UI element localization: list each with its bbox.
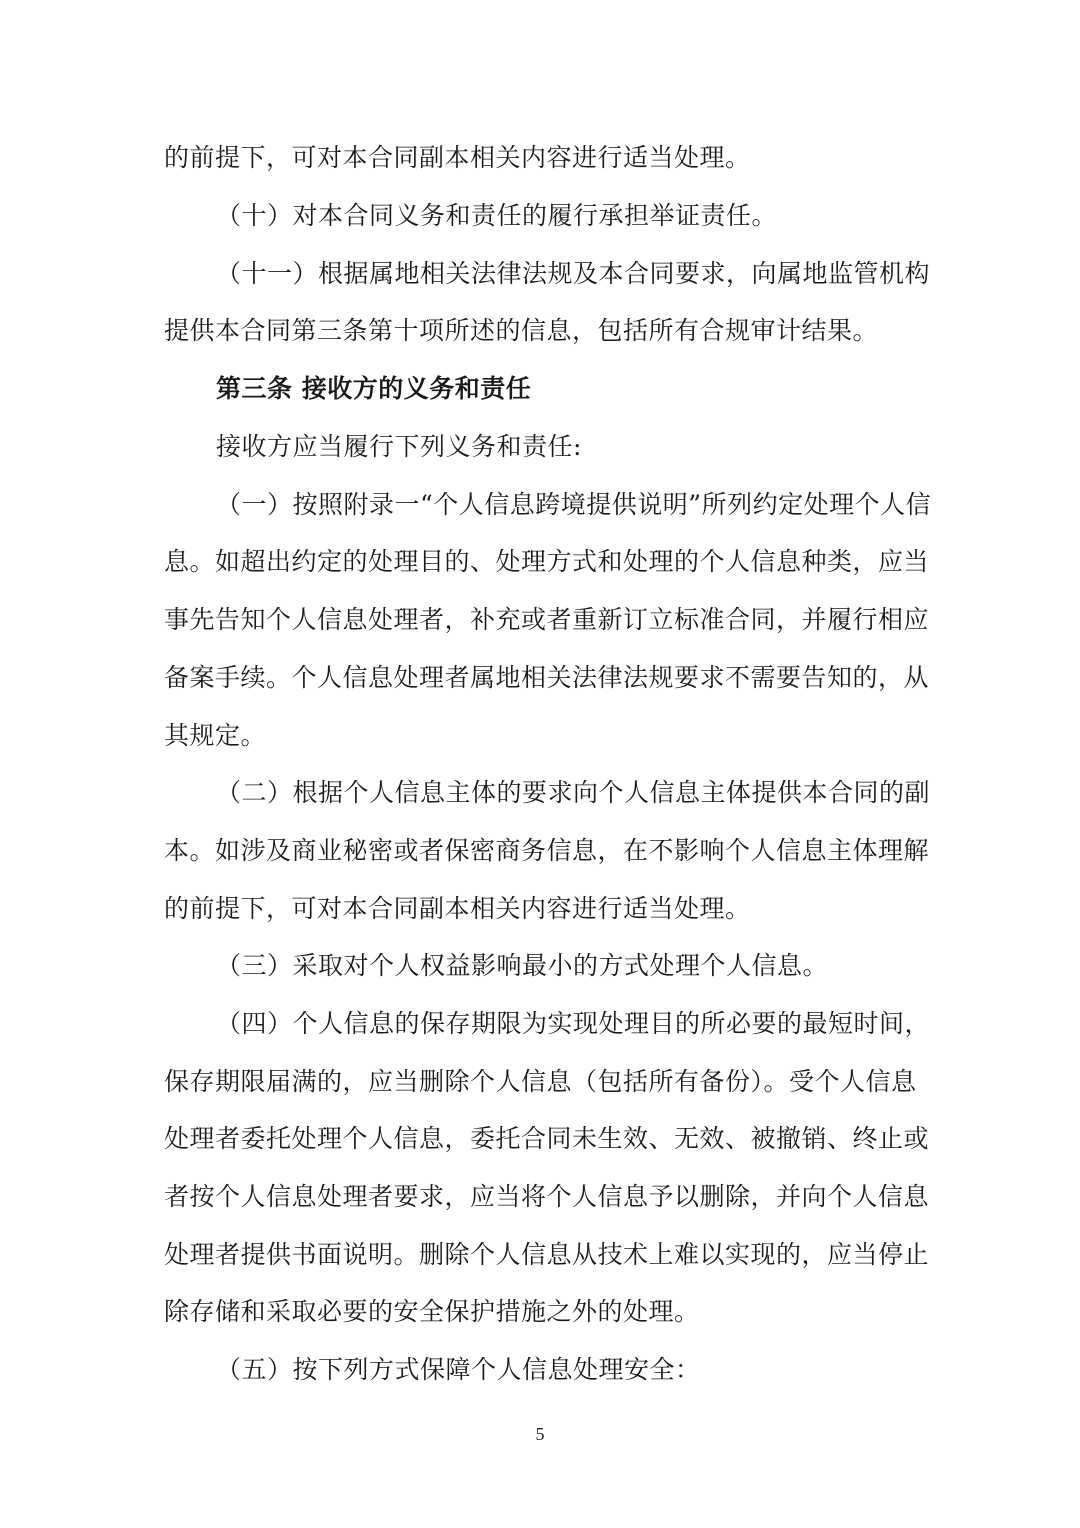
text-line: 的前提下，可对本合同副本相关内容进行适当处理。 <box>164 894 751 923</box>
text-line: （二）根据个人信息主体的要求向个人信息主体提供本合同的副 <box>216 778 931 807</box>
text-line: 者按个人信息处理者要求，应当将个人信息予以删除，并向个人信息 <box>164 1182 930 1211</box>
text-line: 提供本合同第三条第十项所述的信息，包括所有合规审计结果。 <box>164 316 879 345</box>
page-number: 5 <box>535 1424 545 1444</box>
text-line: 的前提下，可对本合同副本相关内容进行适当处理。 <box>164 143 751 172</box>
text-line: （十一）根据属地相关法律法规及本合同要求，向属地监管机构 <box>216 259 931 288</box>
text-line: 息。如超出约定的处理目的、处理方式和处理的个人信息种类，应当 <box>164 547 930 576</box>
text-line: 事先告知个人信息处理者，补充或者重新订立标准合同，并履行相应 <box>164 605 930 634</box>
text-line: 保存期限届满的，应当删除个人信息（包括所有备份）。受个人信息 <box>164 1067 917 1096</box>
section-heading: 第三条 接收方的义务和责任 <box>216 374 532 403</box>
text-line: （一）按照附录一“个人信息跨境提供说明”所列约定处理个人信 <box>216 490 932 519</box>
text-line: （十）对本合同义务和责任的履行承担举证责任。 <box>216 201 778 230</box>
text-line: （五）按下列方式保障个人信息处理安全： <box>216 1355 701 1384</box>
text-line: 接收方应当履行下列义务和责任: <box>216 432 582 461</box>
text-line: （四）个人信息的保存期限为实现处理目的所必要的最短时间， <box>216 1009 931 1038</box>
text-line: （三）采取对个人权益影响最小的方式处理个人信息。 <box>216 951 829 980</box>
text-line: 备案手续。个人信息处理者属地相关法律法规要求不需要告知的，从 <box>164 663 930 692</box>
text-line: 本。如涉及商业秘密或者保密商务信息，在不影响个人信息主体理解 <box>164 836 930 865</box>
text-line: 处理者提供书面说明。删除个人信息从技术上难以实现的，应当停止 <box>164 1240 930 1269</box>
text-line: 除存储和采取必要的安全保护措施之外的处理。 <box>164 1297 700 1326</box>
text-line: 处理者委托处理个人信息，委托合同未生效、无效、被撤销、终止或 <box>164 1124 930 1153</box>
text-line: 其规定。 <box>164 721 267 750</box>
